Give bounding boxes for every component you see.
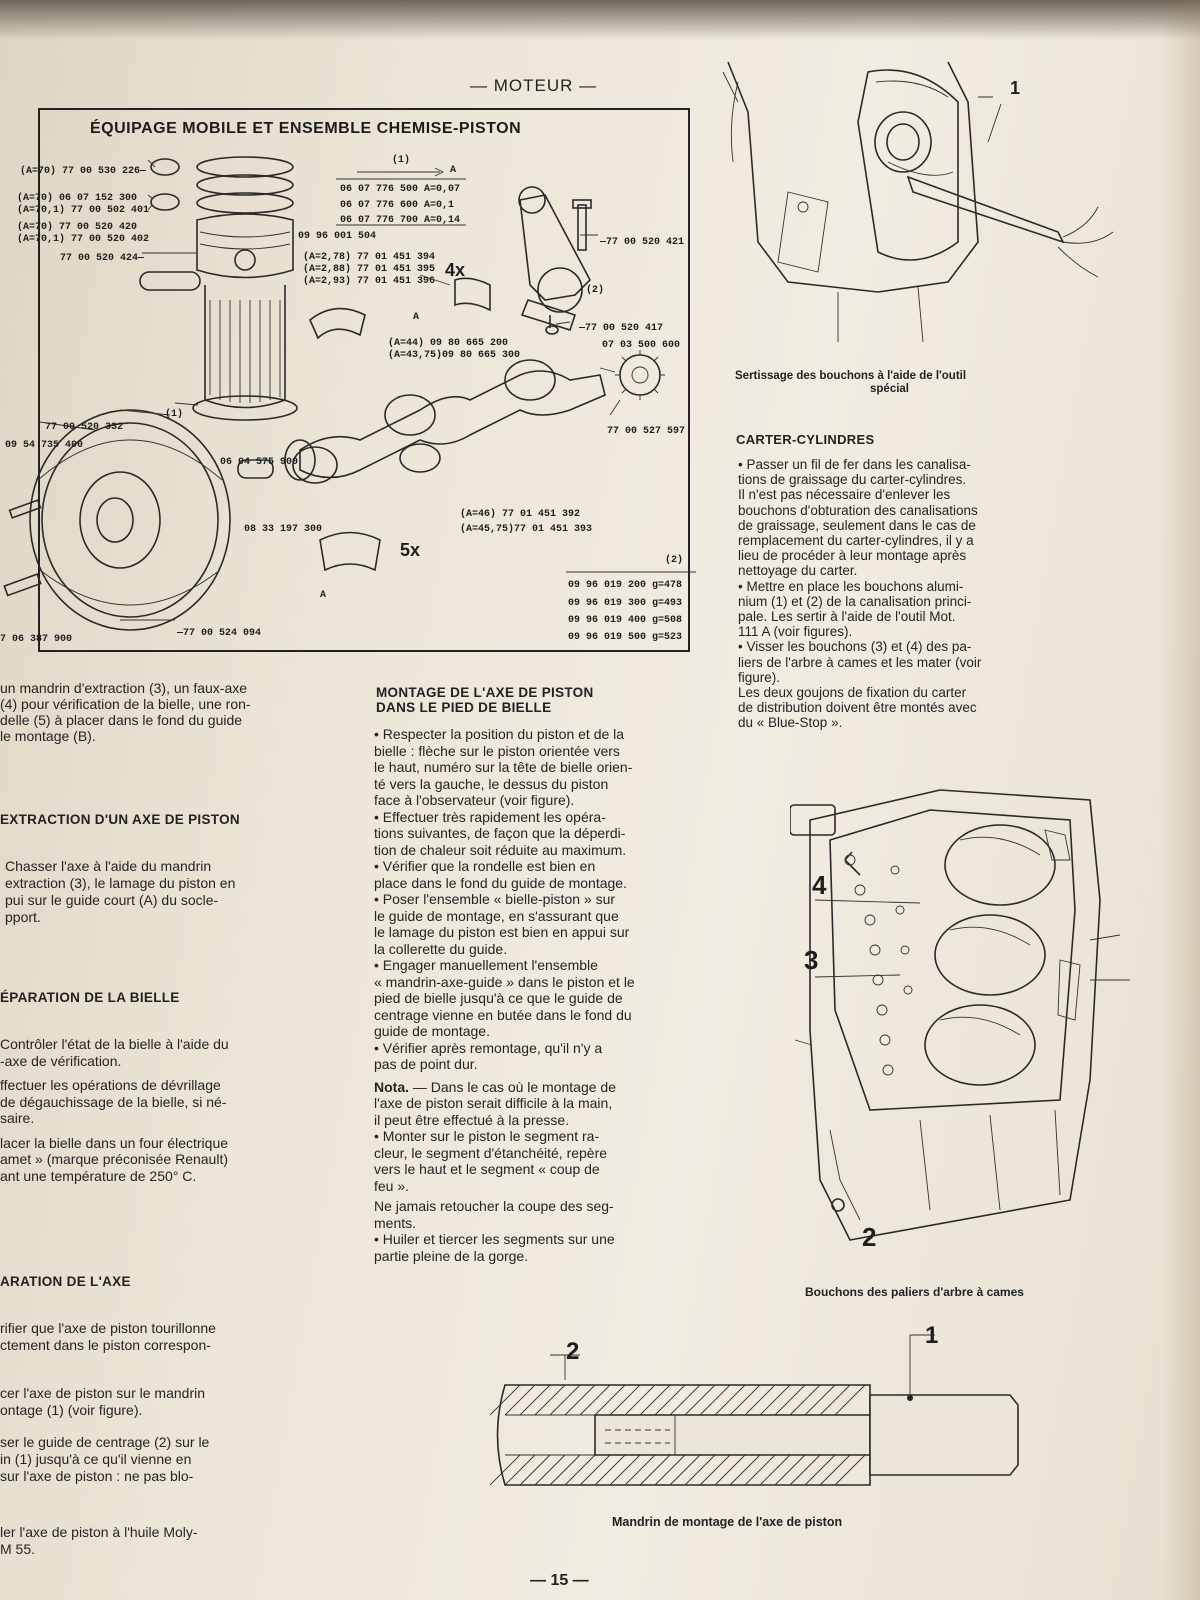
fig2-caption: Bouchons des paliers d'arbre à cames (805, 1285, 1024, 1299)
block-plug-crimp-illustration (718, 42, 1138, 362)
fig1-caption-line2: spécial (870, 383, 909, 395)
table2-row-2: 09 96 019 300 g=493 (568, 598, 683, 609)
left-para-3: rifier que l'axe de piston tourillonne ctement dans le piston correspon- (0, 1320, 216, 1353)
left-para-6: ler l'axe de piston à l'huile Moly- M 55. (0, 1524, 198, 1557)
page-top-shadow (0, 0, 1200, 40)
ring-table-row-1: 06 07 776 500 A=0,07 (340, 184, 461, 195)
carter-text: • Passer un fil de fer dans les canalisa- tions de graissage du carter-cylindres. Il n'est pas nécessaire d'enlever les bouchons d'obturation des canalisations de graissage, seulement dans le cas de remplacement du carter-cylindres, il y a lieu de procéder à leur montage après nettoyage du carter. • Mettre en place les bouchons alumi- nium (1) et (2) de la canalisation princi- pale. Les sertir à l'aide de l'outil Mot. 111 A (voir figures). • Visser les bouchons (3) et (4) des pa- liers de l'arbre à cames et les mater (voir figure). Les deux goujons de fixation du carter de distribution doivent être montés avec du « Blue-Stop ». (738, 457, 982, 731)
label-2: (2) (586, 285, 605, 296)
mid-heading-2: DANS LE PIED DE BIELLE (376, 700, 552, 715)
ring-table-row-2: 06 07 776 600 A=0,1 (340, 200, 455, 211)
ref-rod-bolt: —77 00 520 421 (600, 237, 685, 248)
bearing-ref-2: (A=2,88) 77 01 451 395 (303, 264, 436, 275)
fig2-callout-4: 4 (812, 870, 827, 900)
main-bearing-1: (A=46) 77 01 451 392 (460, 509, 581, 520)
ref-key: 07 03 500 600 (602, 340, 681, 351)
fig2-callout-3: 3 (804, 945, 819, 975)
bearing-ref-1: (A=2,78) 77 01 451 394 (303, 252, 436, 263)
ref-ring-1: (A=70) 06 07 152 300 (17, 193, 138, 204)
mid-text: • Respecter la position du piston et de la bielle : flèche sur le piston orientée vers le haut, numéro sur la tête de bielle orien- té vers la gauche, le dessus du piston face à l'observateur (voir figure). • Effectuer très rapidement les opéra- tions suivantes, de façon que la déperdi- tion de chaleur soit réduite au maximum. • Vérifier que la rondelle est bien en place dans le fond du guide de montage. • Poser l'ensemble « bielle-piston » sur le guide de montage, en s'assurant que le lamage du piston est bien en appui sur la collerette du guide. • Engager manuellement l'ensemble « mandrin-axe-guide » dans le piston et le pied de bielle jusqu'à ce que le guide de centrage vienne en butée dans le fond du guide de montage. • Vérifier après remontage, qu'il n'y a pas de point dur. Nota. — Dans le cas où le montage de l'axe de piston serait difficile à la main, il peut être effectué à la presse. • Monter sur le piston le segment ra- cleur, le segment d'étanchéité, repère vers le haut et le segment « coup de feu ». Ne jamais retoucher la coupe des seg- ments. • Huiler et tiercer les segments sur une partie pleine de la gorge. (374, 726, 635, 1264)
left-para-5: ser le guide de centrage (2) sur le in (1) jusqu'à ce qu'il vienne en sur l'axe de piston : ne pas blo- (0, 1434, 210, 1484)
left-intro: un mandrin d'extraction (3), un faux-axe (4) pour vérification de la bielle, une ron- delle (5) à placer dans le fond du guide le montage (B). (0, 680, 251, 744)
bearing-ref-3: (A=2,93) 77 01 451 396 (303, 276, 436, 287)
page-number: — 15 — (530, 1572, 589, 1589)
ref-flywheel-bolt: 7 06 387 900 (0, 634, 73, 645)
mid-heading-1: MONTAGE DE L'AXE DE PISTON (376, 685, 594, 700)
figure-box-title: ÉQUIPAGE MOBILE ET ENSEMBLE CHEMISE-PISTON (90, 120, 522, 137)
ref-ring-2: (A=70,1) 77 00 502 401 (17, 205, 150, 216)
qty-4x: 4x (445, 260, 466, 280)
left-heading-1: EXTRACTION D'UN AXE DE PISTON (0, 812, 240, 827)
ring-table-row-3: 06 07 776 700 A=0,14 (340, 215, 461, 226)
left-heading-3: ARATION DE L'AXE (0, 1274, 131, 1289)
ref-gear: 77 00 527 597 (607, 426, 686, 437)
nota-label: Nota. (374, 1078, 409, 1095)
ref-liner: 77 00 520 332 (45, 422, 124, 433)
mandrel-caption: Mandrin de montage de l'axe de piston (612, 1515, 843, 1529)
table2-row-4: 09 96 019 500 g=523 (568, 632, 683, 643)
left-heading-2: ÉPARATION DE LA BIELLE (0, 990, 180, 1005)
ref-bush: 08 33 197 300 (244, 524, 323, 535)
carter-heading: CARTER-CYLINDRES (736, 432, 875, 447)
table2-row-3: 09 96 019 400 g=508 (568, 615, 683, 626)
mandrel-callout-1: 1 (925, 1322, 939, 1349)
ring-table-a: A (450, 165, 457, 176)
main-bearing-2: (A=45,75)77 01 451 393 (460, 524, 593, 535)
fig1-callout-1: 1 (1010, 78, 1021, 98)
ref-ring-3: (A=70) 77 00 520 420 (17, 222, 138, 233)
ref-ring-4: (A=70,1) 77 00 520 402 (17, 234, 150, 245)
ring-table-label: (1) (392, 155, 411, 166)
a-letter: A (413, 312, 420, 323)
section-header: — MOTEUR — (470, 76, 598, 95)
qty-5x: 5x (400, 540, 421, 560)
table2-rule (566, 570, 696, 574)
ref-flywheel-2: —77 00 524 094 (177, 628, 262, 639)
mandrel-callout-2: 2 (566, 1338, 580, 1365)
cylinder-block-illustration (790, 780, 1150, 1260)
left-para-1: Chasser l'axe à l'aide du mandrin extraction (3), le lamage du piston en pui sur le guide court (A) du socle- pport. (5, 858, 236, 925)
left-para-4: cer l'axe de piston sur le mandrin ontage (1) (voir figure). (0, 1385, 205, 1418)
half-bearing-2: (A=43,75)09 80 665 300 (388, 350, 521, 361)
a-letter-bottom: A (320, 590, 327, 601)
ring-table-extra: 09 96 001 504 (298, 231, 377, 242)
table2-row-1: 09 96 019 200 g=478 (568, 580, 683, 591)
ref-pulley: 06 04 575 900 (220, 457, 299, 468)
ref-clip: (A=70) 77 00 530 226— (20, 166, 147, 177)
ref-nut: —77 00 520 417 (579, 323, 664, 334)
ref-pin: 77 00 520 424— (60, 253, 145, 264)
ref-flywheel-1: 09 54 735 400 (5, 440, 84, 451)
liner-label: (1) (165, 409, 184, 420)
half-bearing-1: (A=44) 09 80 665 200 (388, 338, 509, 349)
page-edge-shadow (1160, 0, 1200, 1600)
fig2-callout-2: 2 (862, 1222, 877, 1252)
left-para-2: Contrôler l'état de la bielle à l'aide du -axe de vérification. ffectuer les opérations de dévrillage de dégauchissage de la bielle, si né- saire. lacer la bielle dans un four électrique amet » (marque préconisée Renault) ant une température de 250° C. (0, 1036, 229, 1184)
table2-header: (2) (665, 555, 684, 566)
fig2-leader-lines (810, 895, 970, 1015)
fig1-caption-line1: Sertissage des bouchons à l'aide de l'outil (735, 370, 967, 382)
